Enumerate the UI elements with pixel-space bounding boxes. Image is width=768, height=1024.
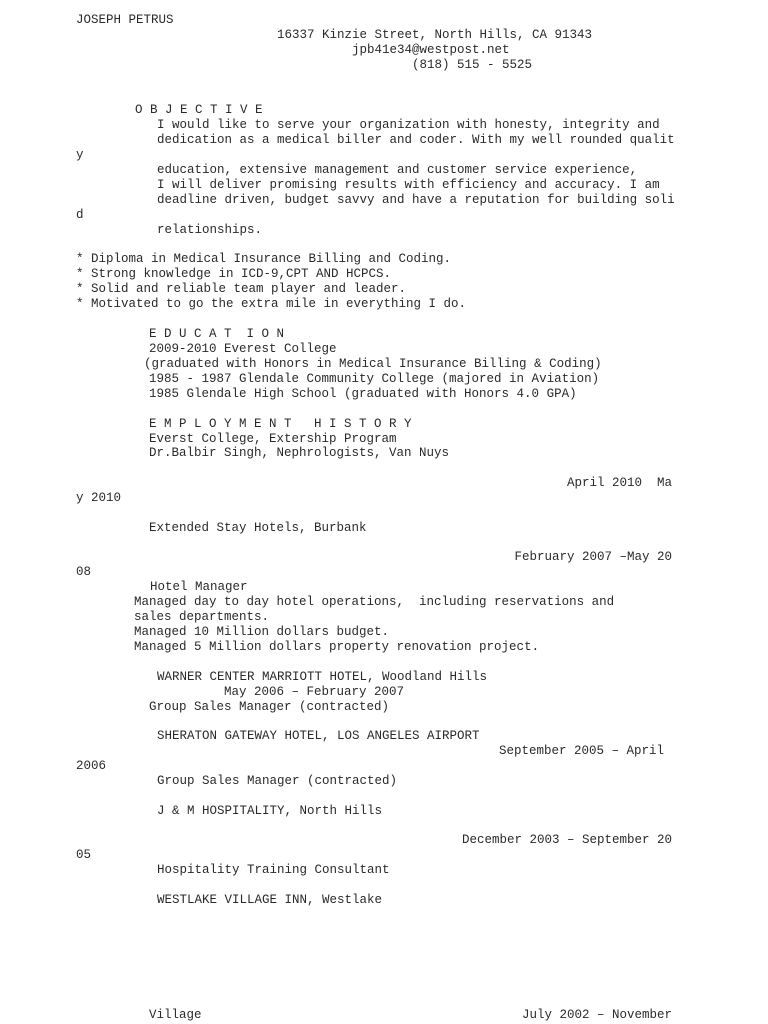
date-range: December 2003 – September 20 <box>461 833 672 847</box>
highlight-item: * Strong knowledge in ICD-9,CPT AND HCPCS. <box>76 267 392 281</box>
highlight-item: * Solid and reliable team player and leader. <box>76 282 407 296</box>
applicant-name: JOSEPH PETRUS <box>76 13 174 27</box>
email-address: jpb41e34@westpost.net <box>352 43 510 57</box>
education-heading: E D U C A T I O N <box>149 327 285 341</box>
date-range-wrap: y 2010 <box>76 491 122 505</box>
job-title: Group Sales Manager (contracted) <box>149 700 390 714</box>
date-range: July 2002 – November <box>521 1008 672 1022</box>
job-title: Hotel Manager <box>150 580 248 594</box>
street-address: 16337 Kinzie Street, North Hills, CA 91343 <box>277 28 593 42</box>
employer-line: Dr.Balbir Singh, Nephrologists, Van Nuys <box>149 446 450 460</box>
job-title: Hospitality Training Consultant <box>157 863 390 877</box>
objective-heading: O B J E C T I V E <box>135 103 263 117</box>
employer-line: J & M HOSPITALITY, North Hills <box>157 804 383 818</box>
date-range: May 2006 – February 2007 <box>224 685 405 699</box>
objective-line: I will deliver promising results with efficiency and accuracy. I am <box>157 178 660 192</box>
objective-line: I would like to serve your organization with honesty, integrity and <box>157 118 660 132</box>
education-line: 1985 - 1987 Glendale Community College (majored in Aviation) <box>149 372 600 386</box>
objective-line: y <box>76 148 84 162</box>
job-duty: sales departments. <box>134 610 270 624</box>
date-range-wrap: 2006 <box>76 759 107 773</box>
objective-line: relationships. <box>157 223 263 237</box>
employer-line-wrap: Village <box>149 1008 202 1022</box>
objective-line: deadline driven, budget savvy and have a reputation for building soli <box>157 193 675 207</box>
highlight-item: * Diploma in Medical Insurance Billing and Coding. <box>76 252 452 266</box>
phone-number: (818) 515 - 5525 <box>412 58 533 72</box>
job-duty: Managed day to day hotel operations, including reservations and <box>134 595 615 609</box>
employer-line: SHERATON GATEWAY HOTEL, LOS ANGELES AIRPORT <box>157 729 480 743</box>
date-range: April 2010 Ma <box>566 476 672 490</box>
education-line: 2009-2010 Everest College <box>149 342 337 356</box>
education-line: (graduated with Honors in Medical Insurance Billing & Coding) <box>144 357 602 371</box>
highlight-item: * Motivated to go the extra mile in everything I do. <box>76 297 467 311</box>
date-range: September 2005 – April <box>498 744 664 758</box>
job-title: Group Sales Manager (contracted) <box>157 774 398 788</box>
employer-line: WARNER CENTER MARRIOTT HOTEL, Woodland Hills <box>157 670 488 684</box>
employer-line: Everst College, Extership Program <box>149 432 397 446</box>
date-range-wrap: 08 <box>76 565 92 579</box>
date-range-wrap: 05 <box>76 848 92 862</box>
employment-heading: E M P L O Y M E N T H I S T O R Y <box>149 417 412 431</box>
objective-line: education, extensive management and customer service experience, <box>157 163 638 177</box>
employer-line: WESTLAKE VILLAGE INN, Westlake <box>157 893 383 907</box>
job-duty: Managed 5 Million dollars property renovation project. <box>134 640 540 654</box>
employer-line: Extended Stay Hotels, Burbank <box>149 521 367 535</box>
job-duty: Managed 10 Million dollars budget. <box>134 625 390 639</box>
objective-line: d <box>76 208 84 222</box>
education-line: 1985 Glendale High School (graduated with Honors 4.0 GPA) <box>149 387 577 401</box>
objective-line: dedication as a medical biller and coder. With my well rounded qualit <box>157 133 675 147</box>
date-range: February 2007 –May 20 <box>514 550 672 564</box>
